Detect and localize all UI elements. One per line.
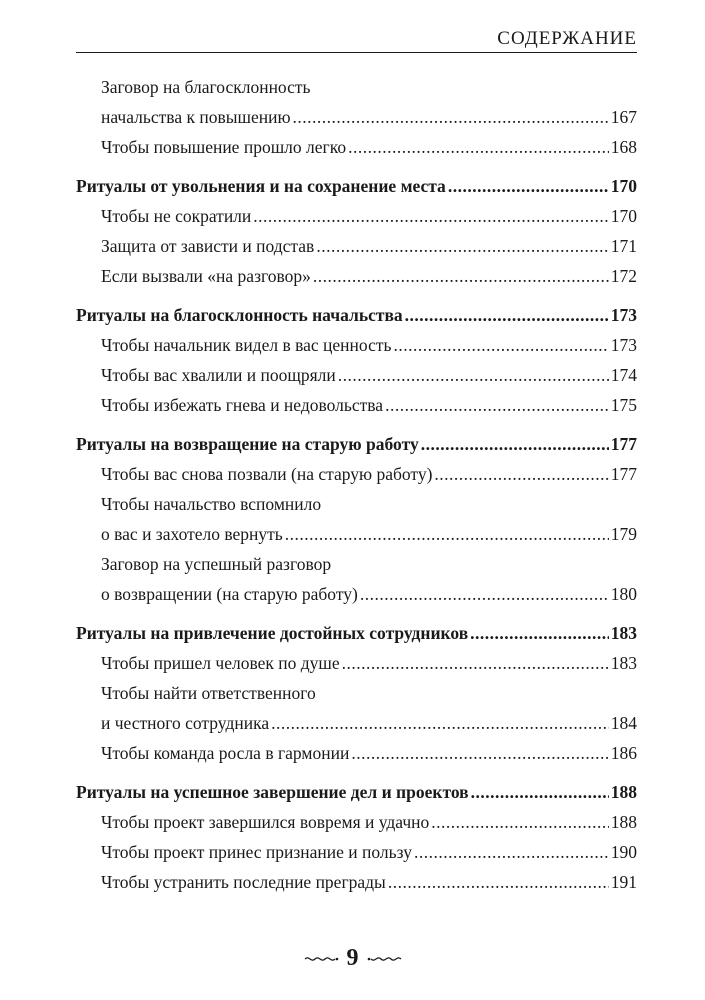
- dot-leader: [348, 132, 609, 162]
- toc-entry-title: Если вызвали «на разговор»: [101, 266, 311, 286]
- toc-page-number: 173: [610, 305, 637, 325]
- page-footer: [0, 945, 705, 972]
- dot-leader: [405, 300, 609, 330]
- header-title: СОДЕРЖАНИЕ: [497, 28, 637, 49]
- toc-page-number: 173: [610, 335, 637, 355]
- toc-entry-line: [76, 549, 637, 579]
- toc-page-number: 188: [610, 812, 637, 832]
- toc-subsection-entry[interactable]: [76, 132, 637, 162]
- toc-page-number: 183: [610, 653, 637, 673]
- dot-leader: [448, 171, 609, 201]
- toc-entry-title: Чтобы начальник видел в вас ценность: [101, 335, 392, 355]
- dot-leader: [285, 519, 609, 549]
- toc-entry-title: Чтобы найти ответственного: [101, 683, 316, 703]
- dot-leader: [338, 360, 609, 390]
- dot-leader: [293, 102, 609, 132]
- dot-leader: [414, 837, 609, 867]
- toc-subsection-entry[interactable]: [76, 231, 637, 261]
- toc-entry-title: Ритуалы на привлечение достойных сотрудников: [76, 623, 469, 643]
- dot-leader: [394, 330, 609, 360]
- page-number: 9: [346, 945, 359, 971]
- toc-page-number: 179: [610, 524, 637, 544]
- toc-section-entry[interactable]: [76, 777, 637, 807]
- toc-subsection-entry[interactable]: [76, 837, 637, 867]
- dot-leader: [313, 261, 609, 291]
- section-gap: [76, 162, 637, 171]
- toc-entry-title: Ритуалы на успешное завершение дел и проектов: [76, 782, 469, 802]
- toc-section-entry[interactable]: [76, 429, 637, 459]
- dot-leader: [421, 429, 609, 459]
- toc-page-number: 177: [610, 464, 637, 484]
- toc-entry-title: Ритуалы от увольнения и на сохранение места: [76, 176, 446, 196]
- toc-subsection-entry[interactable]: [76, 807, 637, 837]
- toc-subsection-entry[interactable]: [76, 738, 637, 768]
- toc-subsection-entry[interactable]: [76, 867, 637, 897]
- dot-leader: [434, 459, 608, 489]
- toc-page-number: 183: [610, 623, 637, 643]
- table-of-contents: [76, 72, 637, 897]
- toc-page-number: 170: [610, 176, 637, 196]
- toc-entry-title: Чтобы устранить последние преграды: [101, 872, 386, 892]
- toc-page-number: 186: [610, 743, 637, 763]
- toc-entry-title: Чтобы начальство вспомнило: [101, 494, 322, 514]
- toc-subsection-entry[interactable]: [76, 648, 637, 678]
- toc-subsection-entry[interactable]: [76, 201, 637, 231]
- section-gap: [76, 291, 637, 300]
- right-ornament-icon: [367, 953, 403, 965]
- toc-entry-title: Заговор на успешный разговор: [101, 554, 332, 574]
- toc-page-number: 180: [610, 584, 637, 604]
- dot-leader: [342, 648, 609, 678]
- dot-leader: [470, 618, 609, 648]
- toc-entry-title: Защита от зависти и подстав: [101, 236, 315, 256]
- dot-leader: [360, 579, 609, 609]
- toc-entry-line: [76, 678, 637, 708]
- toc-page-number: 171: [610, 236, 637, 256]
- dot-leader: [253, 201, 608, 231]
- toc-entry-title: Ритуалы на возвращение на старую работу: [76, 434, 419, 454]
- toc-entry-title: Чтобы избежать гнева и недовольства: [101, 395, 384, 415]
- dot-leader: [351, 738, 608, 768]
- toc-page-number: 177: [610, 434, 637, 454]
- dot-leader: [316, 231, 608, 261]
- toc-entry-title: Чтобы пришел человек по душе: [101, 653, 340, 673]
- toc-subsection-entry[interactable]: [76, 390, 637, 420]
- toc-subsection-entry[interactable]: [76, 459, 637, 489]
- toc-subsection-entry[interactable]: [76, 102, 637, 132]
- toc-subsection-entry[interactable]: [76, 360, 637, 390]
- toc-page-number: 167: [610, 107, 637, 127]
- toc-entry-title: Чтобы команда росла в гармонии: [101, 743, 350, 763]
- toc-page-number: 188: [610, 782, 637, 802]
- toc-page-number: 191: [610, 872, 637, 892]
- toc-page-number: 190: [610, 842, 637, 862]
- toc-section-entry[interactable]: [76, 618, 637, 648]
- toc-subsection-entry[interactable]: [76, 519, 637, 549]
- toc-page-number: 170: [610, 206, 637, 226]
- toc-entry-title: и честного сотрудника: [101, 713, 270, 733]
- dot-leader: [431, 807, 608, 837]
- toc-entry-title: начальства к повышению: [101, 107, 291, 127]
- dot-leader: [271, 708, 609, 738]
- left-ornament-icon: [303, 953, 339, 965]
- toc-entry-title: Чтобы проект завершился вовремя и удачно: [101, 812, 430, 832]
- toc-entry-title: о вас и захотело вернуть: [101, 524, 283, 544]
- toc-page-number: 174: [610, 365, 637, 385]
- section-gap: [76, 609, 637, 618]
- toc-page-number: 172: [610, 266, 637, 286]
- toc-page-number: 184: [610, 713, 637, 733]
- section-gap: [76, 420, 637, 429]
- toc-entry-title: Чтобы вас хвалили и поощряли: [101, 365, 336, 385]
- toc-entry-line: [76, 72, 637, 102]
- dot-leader: [388, 867, 609, 897]
- toc-entry-title: Заговор на благосклонность: [101, 77, 311, 97]
- toc-page-number: 175: [610, 395, 637, 415]
- toc-subsection-entry[interactable]: [76, 708, 637, 738]
- dot-leader: [385, 390, 609, 420]
- toc-section-entry[interactable]: [76, 171, 637, 201]
- toc-entry-title: Чтобы проект принес признание и пользу: [101, 842, 412, 862]
- dot-leader: [471, 777, 609, 807]
- toc-entry-title: Ритуалы на благосклонность начальства: [76, 305, 403, 325]
- toc-entry-title: Чтобы повышение прошло легко: [101, 137, 347, 157]
- toc-entry-title: о возвращении (на старую работу): [101, 584, 358, 604]
- toc-entry-line: [76, 489, 637, 519]
- toc-entry-title: Чтобы вас снова позвали (на старую работу): [101, 464, 433, 484]
- section-gap: [76, 768, 637, 777]
- toc-page-number: 168: [610, 137, 637, 157]
- toc-entry-title: Чтобы не сократили: [101, 206, 252, 226]
- toc-subsection-entry[interactable]: [76, 330, 637, 360]
- toc-subsection-entry[interactable]: [76, 261, 637, 291]
- running-header: [76, 28, 637, 53]
- toc-subsection-entry[interactable]: [76, 579, 637, 609]
- toc-section-entry[interactable]: [76, 300, 637, 330]
